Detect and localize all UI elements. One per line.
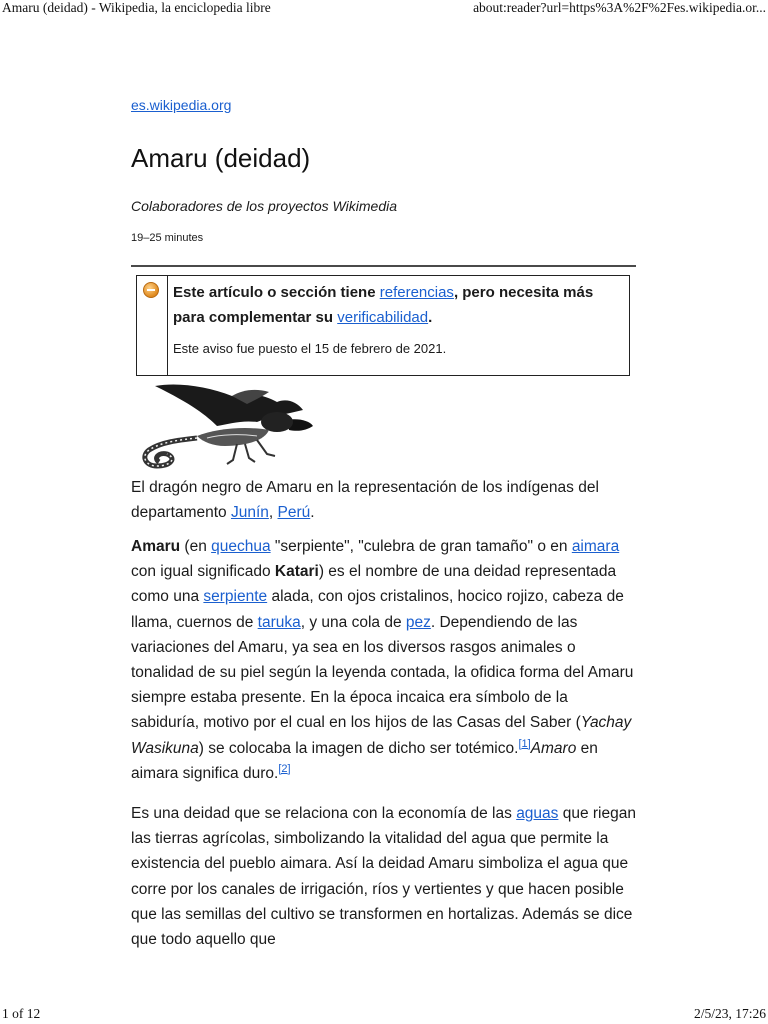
notice-text-3: .: [428, 309, 433, 326]
p1-text: ) es el nombre de una deidad representada como una: [131, 563, 617, 606]
amaru-dragon-illustration: [137, 380, 313, 472]
dragon-image: [137, 380, 313, 472]
term-amaru: Amaru: [131, 538, 181, 555]
print-header-title: Amaru (deidad) - Wikipedia, la enciclopedia libre: [2, 0, 271, 15]
pez-link[interactable]: pez: [405, 613, 431, 631]
notice-date: Este aviso fue puesto el 15 de febrero de 2021.: [173, 341, 447, 356]
caption-text-2: ,: [268, 504, 278, 522]
p1-text: en aimara significa duro.: [131, 739, 598, 782]
peru-link[interactable]: Perú: [277, 504, 311, 522]
source-domain-link[interactable]: es.wikipedia.org: [131, 97, 232, 113]
print-header: [0, 0, 768, 18]
p1-text: ) se colocaba la imagen de dicho ser totémico.: [198, 739, 519, 757]
junin-link[interactable]: Junín: [230, 504, 269, 522]
aguas-link[interactable]: aguas: [516, 805, 559, 822]
reading-time: 19–25 minutes: [131, 232, 204, 244]
reference-1-link[interactable]: [1]: [518, 737, 531, 750]
page-counter: 1 of 12: [2, 1006, 41, 1021]
notice-text-1: Este artículo o sección tiene: [173, 284, 380, 301]
term-katari: Katari: [274, 563, 319, 581]
references-notice-box: [136, 275, 630, 376]
verifiability-link[interactable]: verificabilidad: [337, 309, 429, 326]
header-divider: [131, 265, 636, 267]
p1-text: (en: [180, 538, 212, 555]
reader-view: [131, 94, 636, 949]
clock-warning-icon: [143, 282, 159, 298]
caption-text-3: .: [310, 504, 315, 522]
quechua-link[interactable]: quechua: [211, 538, 271, 555]
reference-2-link[interactable]: [2]: [278, 762, 291, 775]
caption-text-1: El dragón negro de Amaru en la representación de los indígenas del departamento: [131, 479, 599, 522]
print-footer: [0, 1006, 768, 1024]
notice-message: [173, 280, 628, 330]
aimara-link[interactable]: aimara: [571, 538, 620, 555]
page-title: Amaru (deidad): [131, 143, 311, 173]
p1-text: . Dependiendo de las variaciones del Amaru, ya sea en los diversos rasgos animales o tonalidad de su piel según la leyenda contada, la ofidica forma del Amaru siempre estaba presente. En la época incaica era símbolo de la sabiduría, motivo por el cual en los hijos de las Casas del Saber (: [131, 613, 634, 732]
article-credits: Colaboradores de los proyectos Wikimedia: [131, 198, 397, 214]
p1-text: alada, con ojos cristalinos, hocico rojizo, cabeza de llama, cuernos de: [131, 588, 624, 631]
notice-text-2: , pero necesita más para complementar su: [173, 284, 594, 326]
paragraph-1: [131, 534, 636, 786]
p1-text: , y una cola de: [300, 613, 406, 631]
print-timestamp: 2/5/23, 17:26: [693, 1006, 766, 1021]
paragraph-2: [131, 801, 636, 952]
taruka-link[interactable]: taruka: [257, 613, 301, 631]
figure-caption: [131, 475, 636, 525]
p1-text: "serpiente", "culebra de gran tamaño" o en: [270, 538, 572, 555]
p2-text: que riegan las tierras agrícolas, simbolizando la vitalidad del agua que permite la existencia del pueblo aimara. Así la deidad Amaru simboliza el agua que corre por los canales de irrigación, ríos y vertientes y que hacen posible que las semillas del cultivo se transformen en hortalizas. Además se dice que todo aquello que: [131, 805, 636, 949]
p1-text: con igual significado: [131, 563, 275, 581]
term-yachay-wasikuna: Yachay Wasikuna: [131, 714, 632, 757]
term-amaro: Amaro: [530, 739, 577, 757]
references-link[interactable]: referencias: [379, 284, 454, 301]
serpiente-link[interactable]: serpiente: [203, 588, 268, 606]
notice-icon-cell: [137, 276, 168, 375]
p2-text: Es una deidad que se relaciona con la economía de las: [131, 805, 517, 822]
print-header-url: about:reader?url=https%3A%2F%2Fes.wikipedia.or...: [473, 0, 766, 15]
